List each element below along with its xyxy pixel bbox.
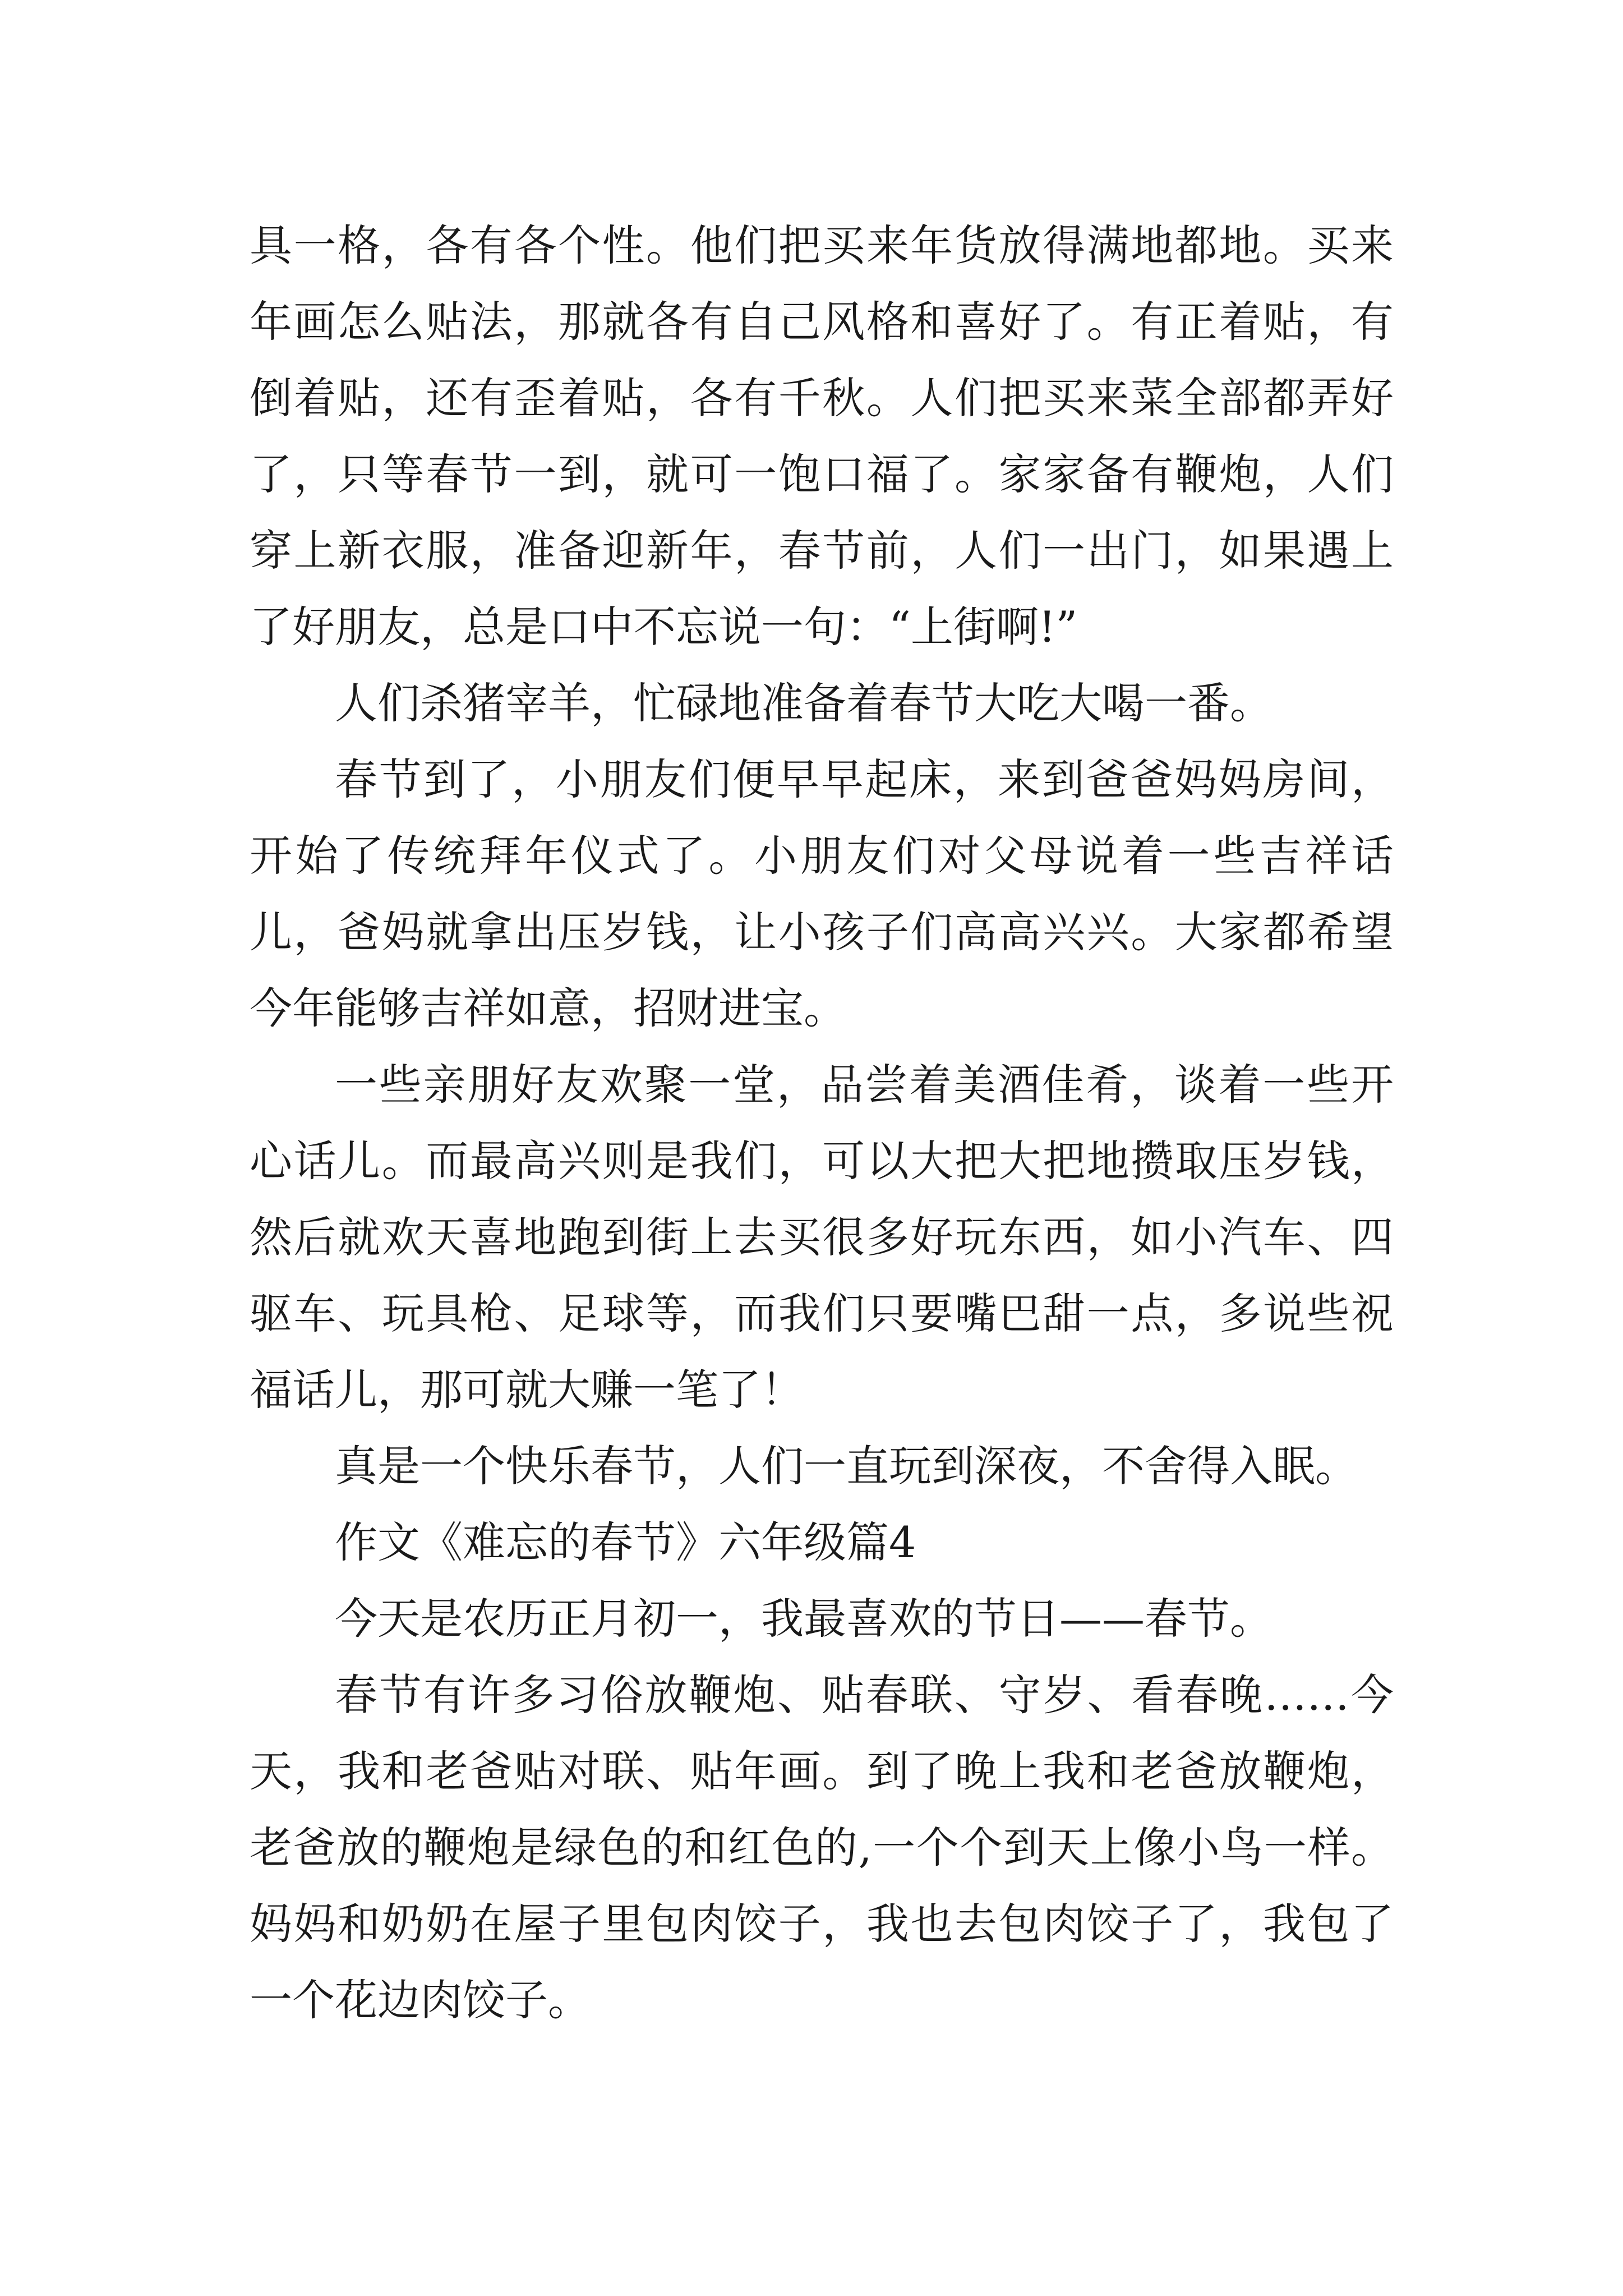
paragraph: 春节到了，小朋友们便早早起床，来到爸爸妈妈房间，开始了传统拜年仪式了。小朋友们对父母说着一些吉祥话儿，爸妈就拿出压岁钱，让小孩子们高高兴兴。大家都希望今年能够吉祥如意，招财进宝。 [250,754,1394,1033]
section-heading: 作文《难忘的春节》六年级篇4 [335,1517,916,1567]
document-body [250,208,1394,2039]
paragraph: 春节有许多习俗放鞭炮、贴春联、守岁、看春晚……今天，我和老爸贴对联、贴年画。到了晚上我和老爸放鞭炮，老爸放的鞭炮是绿色的和红色的,一个个到天上像小鸟一样。妈妈和奶奶在屋子里包肉饺子，我也去包肉饺子了，我包了一个花边肉饺子。 [250,1670,1394,2025]
paragraph: 今天是农历正月初一，我最喜欢的节日——春节。 [335,1594,1272,1644]
paragraph: 真是一个快乐春节，人们一直玩到深夜，不舍得入眠。 [335,1441,1358,1491]
paragraph: 人们杀猪宰羊，忙碌地准备着春节大吃大喝一番。 [335,678,1272,728]
paragraph-continued: 具一格，各有各个性。他们把买来年货放得满地都地。买来年画怎么贴法，那就各有自己风格和喜好了。有正着贴，有倒着贴，还有歪着贴，各有千秋。人们把买来菜全部都弄好了，只等春节一到，就可一饱口福了。家家备有鞭炮，人们穿上新衣服，准备迎新年，春节前，人们一出门，如果遇上了好朋友，总是口中不忘说一句：“上街啊!” [250,220,1394,652]
paragraph: 一些亲朋好友欢聚一堂，品尝着美酒佳肴，谈着一些开心话儿。而最高兴则是我们，可以大把大把地攒取压岁钱，然后就欢天喜地跑到街上去买很多好玩东西，如小汽车、四驱车、玩具枪、足球等，而我们只要嘴巴甜一点，多说些祝福话儿，那可就大赚一笔了！ [250,1060,1394,1415]
